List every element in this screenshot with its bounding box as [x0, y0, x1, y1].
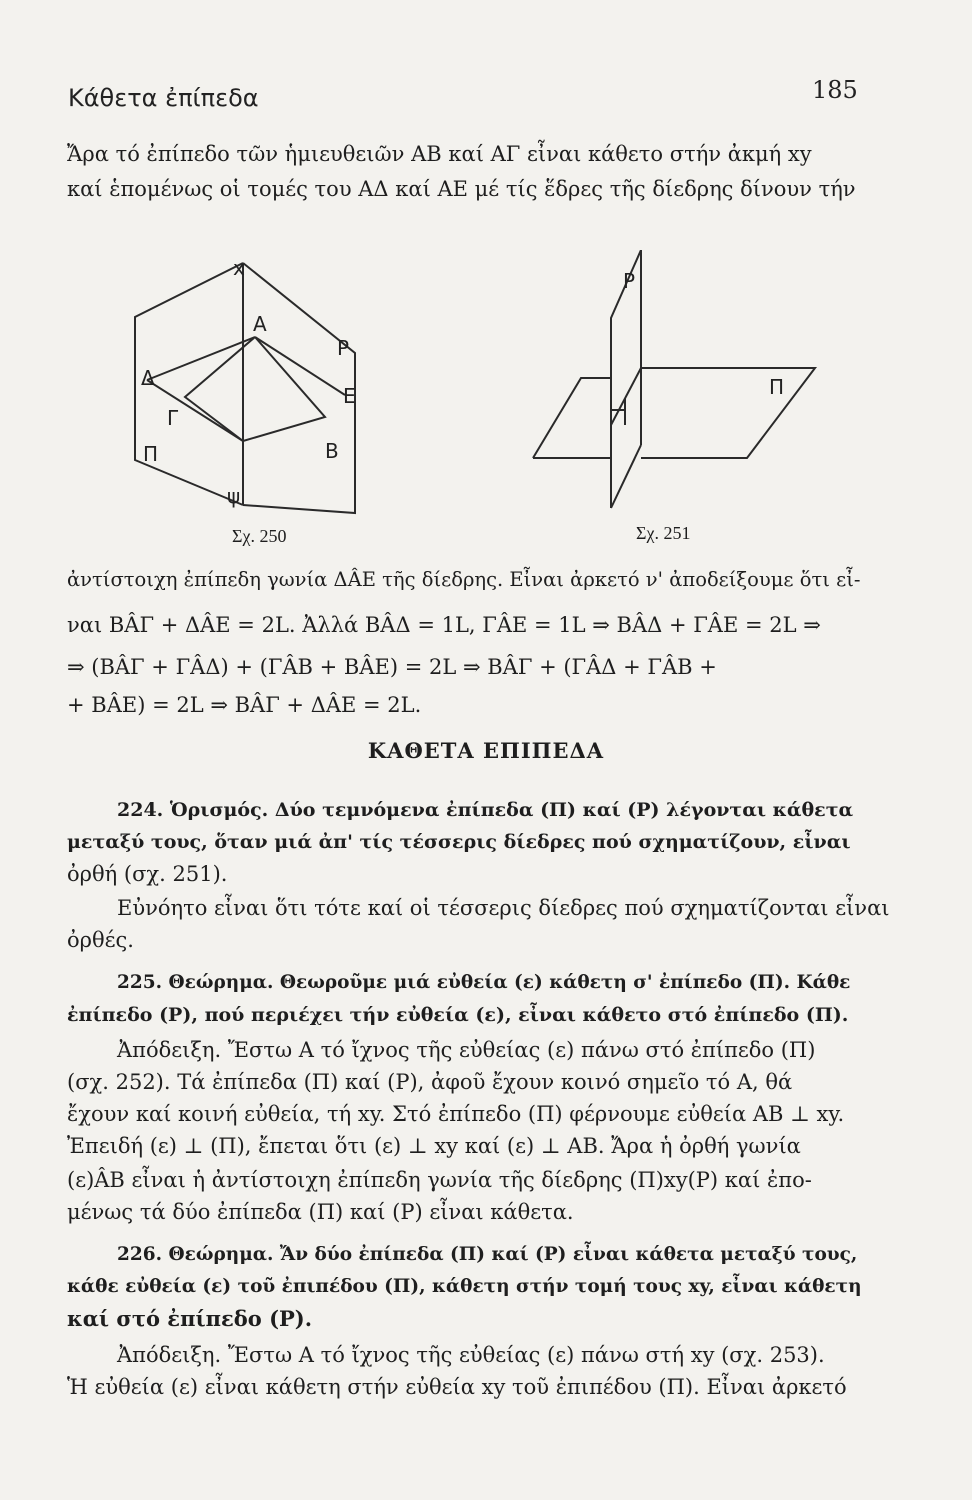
label-a: A [253, 312, 267, 336]
label-pi: Π [143, 442, 159, 466]
text-line: ⇒ (ΒÂΓ + ΓÂΔ) + (ΓÂΒ + ΒÂΕ) = 2L ⇒ ΒÂΓ + (ΓÂΔ + ΓÂΒ + [67, 655, 717, 679]
theorem-line: καί στό ἐπίπεδο (Ρ). [67, 1306, 313, 1331]
text-line: Ἄρα τό ἐπίπεδο τῶν ἡμιευθειῶν ΑΒ καί ΑΓ εἶναι κάθετο στήν ἀκμή xy [67, 142, 812, 166]
definition-line: ὀρθή (σχ. 251). [67, 862, 228, 886]
label-delta: Δ [141, 366, 155, 390]
remark-line: ὀρθές. [67, 928, 134, 952]
label-pi: Π [769, 375, 785, 399]
theorem-line: 225. Θεώρημα. Θεωροῦμε μιά εὐθεία (ε) κάθετη σ' ἐπίπεδο (Π). Κάθε [117, 972, 851, 993]
plane-pi-left [533, 378, 611, 458]
text-line: ἀντίστοιχη ἐπίπεδη γωνία ΔÂΕ τῆς δίεδρης. Εἶναι ἀρκετό ν' ἀποδείξουμε ὅτι εἶ- [67, 568, 861, 591]
definition-line: μεταξύ τους, ὅταν μιά ἀπ' τίς τέσσερις δίεδρες πού σχηματίζουν, εἶναι [67, 831, 851, 853]
label-p: P [623, 269, 636, 293]
page-number: 185 [812, 76, 858, 104]
proof-line: ἔχουν καί κοινή εὐθεία, τή xy. Στό ἐπίπεδο (Π) φέρνουμε εὐθεία ΑΒ ⊥ xy. [67, 1102, 845, 1126]
segment-ae [255, 337, 345, 395]
figure-251-caption: Σχ. 251 [636, 523, 691, 543]
theorem-line: 226. Θεώρημα. Ἄν δύο ἐπίπεδα (Π) καί (Ρ) εἶναι κάθετα μεταξύ τους, [117, 1244, 858, 1265]
label-b: B [325, 439, 339, 463]
definition-line: 224. Ὁρισμός. Δύο τεμνόμενα ἐπίπεδα (Π) καί (Ρ) λέγονται κάθετα [117, 799, 854, 821]
theorem-line: κάθε εὐθεία (ε) τοῦ ἐπιπέδου (Π), κάθετη στήν τομή τους xy, εἶναι κάθετη [67, 1276, 862, 1297]
figure-250 [125, 245, 385, 520]
plane-pi-right [641, 368, 815, 458]
proof-line: Ἀπόδειξη. Ἔστω Α τό ἴχνος τῆς εὐθείας (ε) πάνω στό ἐπίπεδο (Π) [117, 1038, 816, 1062]
proof-line: (ε)ÂΒ εἶναι ἡ ἀντίστοιχη ἐπίπεδη γωνία τῆς δίεδρης (Π)xy(Ρ) καί ἐπο- [67, 1168, 812, 1192]
figure-251 [525, 250, 865, 520]
plane-p-bottom [611, 445, 641, 508]
remark-line: Εὐνόητο εἶναι ὅτι τότε καί οἱ τέσσερις δίεδρες πού σχηματίζονται εἶναι [117, 896, 890, 920]
label-psi: ψ [227, 484, 241, 508]
running-header: Κάθετα ἐπίπεδα [68, 84, 259, 112]
segment-ad [147, 337, 255, 380]
proof-line: Ἀπόδειξη. Ἔστω Α τό ἴχνος τῆς εὐθείας (ε) πάνω στή xy (σχ. 253). [117, 1343, 825, 1367]
text-line: ναι ΒÂΓ + ΔÂΕ = 2L. Ἀλλά ΒÂΔ = 1L, ΓÂΕ = 1L ⇒ ΒÂΔ + ΓÂΕ = 2L ⇒ [67, 613, 821, 637]
theorem-line: ἐπίπεδο (Ρ), πού περιέχει τήν εὐθεία (ε), εἶναι κάθετο στό ἐπίπεδο (Π). [67, 1004, 849, 1026]
label-p: P [337, 336, 350, 360]
plane-abg-outline [185, 337, 325, 441]
proof-line: (σχ. 252). Τά ἐπίπεδα (Π) καί (Ρ), ἀφοῦ ἔχουν κοινό σημεῖο τό Α, θά [67, 1070, 793, 1094]
proof-line: Ἐπειδή (ε) ⊥ (Π), ἔπεται ὅτι (ε) ⊥ xy καί (ε) ⊥ ΑΒ. Ἄρα ἡ ὀρθή γωνία [67, 1134, 801, 1158]
section-heading: ΚΑΘΕΤΑ ΕΠΙΠΕΔΑ [367, 738, 605, 763]
label-x: x [233, 256, 245, 280]
text-line: καί ἑπομένως οἱ τομές του ΑΔ καί ΑΕ μέ τίς ἕδρες τῆς δίεδρης δίνουν τήν [67, 177, 856, 201]
text-line: + ΒÂΕ) = 2L ⇒ ΒÂΓ + ΔÂΕ = 2L. [67, 693, 422, 717]
proof-line: μένως τά δύο ἐπίπεδα (Π) καί (Ρ) εἶναι κάθετα. [67, 1200, 574, 1224]
proof-line: Ἡ εὐθεία (ε) εἶναι κάθετη στήν εὐθεία xy τοῦ ἐπιπέδου (Π). Εἶναι ἀρκετό [67, 1375, 847, 1399]
label-e: E [343, 384, 356, 408]
figure-250-caption: Σχ. 250 [232, 526, 287, 546]
label-gamma: Γ [167, 406, 179, 430]
